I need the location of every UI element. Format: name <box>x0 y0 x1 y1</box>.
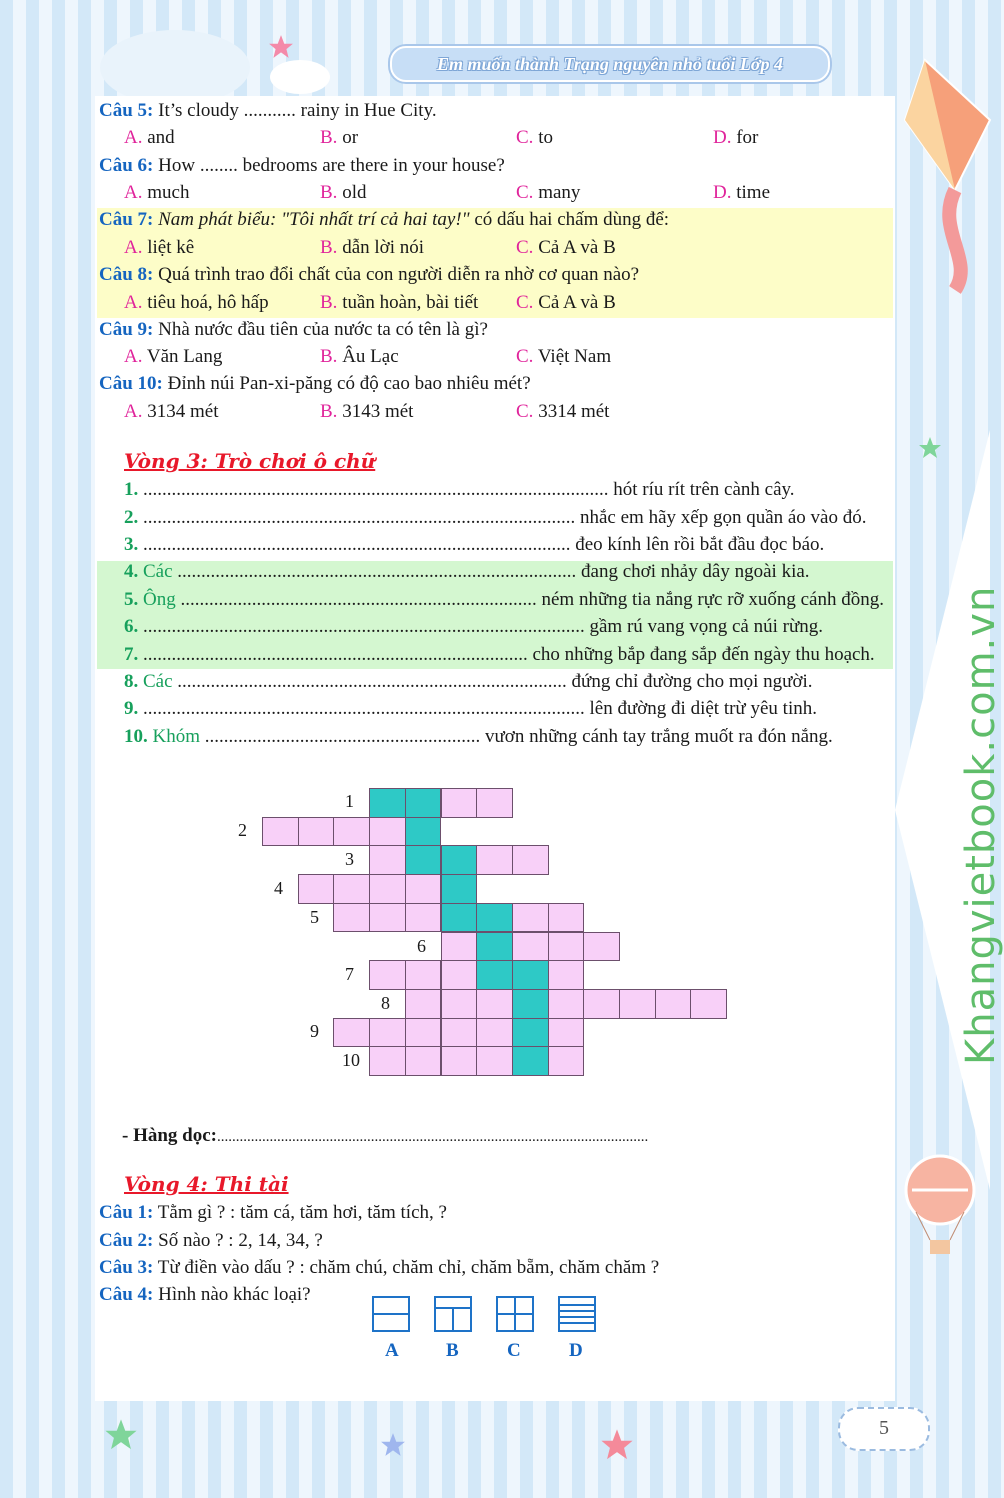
vong3-title: Vòng 3: Trò chơi ô chữ <box>124 449 376 473</box>
vong4-title: Vòng 4: Thi tài <box>124 1172 289 1196</box>
q10-option-a: A. 3134 mét <box>124 401 219 422</box>
q7-option-b: B. dẫn lời nói <box>320 237 425 258</box>
clue-3: 3. .......................................................................................... đeo kính lên rồi bắt đầu đọc báo. <box>124 534 825 555</box>
crossword-cell <box>441 845 478 875</box>
crossword-cell <box>369 903 406 933</box>
question-5: Câu 5: It’s cloudy ........... rainy in Hue City. <box>99 100 437 121</box>
row-number-4: 4 <box>274 878 283 898</box>
crossword-cell <box>619 989 656 1019</box>
star-icon <box>268 34 294 60</box>
crossword-cell <box>405 903 442 933</box>
crossword-cell <box>298 874 335 904</box>
q7-option-a: A. liệt kê <box>124 237 195 258</box>
crossword-cell <box>369 845 406 875</box>
figure-label-d: D <box>569 1340 583 1361</box>
crossword-cell <box>405 845 442 875</box>
crossword-cell <box>298 817 335 847</box>
q7-option-c: C. Cả A và B <box>516 237 616 258</box>
balloon-icon <box>900 1150 980 1270</box>
clue-5: 5. Ông ........................................................................... ném những tia nắng rực rỡ xuống cánh đồng. <box>124 589 884 610</box>
star-icon <box>380 1432 406 1458</box>
crossword-cell <box>441 1046 478 1076</box>
row-number-1: 1 <box>345 791 354 811</box>
crossword-cell <box>476 845 513 875</box>
crossword-cell <box>369 1046 406 1076</box>
figure-d <box>558 1296 596 1332</box>
question-10: Câu 10: Đỉnh núi Pan-xi-păng có độ cao bao nhiêu mét? <box>99 373 531 394</box>
figure-label-b: B <box>446 1340 459 1361</box>
crossword-cell <box>405 874 442 904</box>
q10-option-b: B. 3143 mét <box>320 401 414 422</box>
star-icon <box>104 1418 138 1452</box>
crossword-cell <box>583 932 620 962</box>
clue-2: 2. ........................................................................................... nhắc em hãy xếp gọn quần áo vào đó. <box>124 507 867 528</box>
q8-option-c: C. Cả A và B <box>516 292 616 313</box>
star-icon <box>600 1428 634 1462</box>
crossword-cell <box>441 1018 478 1048</box>
q9-option-c: C. Việt Nam <box>516 346 612 367</box>
q6-option-a: A. much <box>124 182 190 203</box>
crossword-cell <box>405 1046 442 1076</box>
crossword-cell <box>476 1046 513 1076</box>
q5-option-b: B. or <box>320 127 359 148</box>
q8-option-b: B. tuần hoàn, bài tiết <box>320 292 479 313</box>
crossword-cell <box>512 960 549 990</box>
crossword-cell <box>548 1046 585 1076</box>
crossword-cell <box>441 903 478 933</box>
crossword-cell <box>476 960 513 990</box>
kite-icon <box>895 60 990 290</box>
question-9: Câu 9: Nhà nước đầu tiên của nước ta có tên là gì? <box>99 319 488 340</box>
question-6: Câu 6: How ........ bedrooms are there in your house? <box>99 155 505 176</box>
v4-question-1: Câu 1: Tằm gì ? : tăm cá, tăm hơi, tăm tích, ? <box>99 1202 447 1223</box>
crossword-cell <box>690 989 727 1019</box>
crossword-cell <box>405 989 442 1019</box>
header-title-tab <box>390 46 830 82</box>
crossword-cell <box>655 989 692 1019</box>
q9-option-a: A. Văn Lang <box>124 346 223 367</box>
clue-1: 1. .................................................................................................. hót ríu rít trên cành cây. <box>124 479 795 500</box>
crossword-cell <box>333 817 370 847</box>
crossword-cell <box>262 817 299 847</box>
cloud-decoration <box>270 60 330 94</box>
row-number-2: 2 <box>238 820 247 840</box>
crossword-cell <box>369 788 406 818</box>
clue-7: 7. ................................................................................. cho những bắp đang sắp đến ngày thu hoạch. <box>124 644 875 665</box>
page-number: 5 <box>838 1407 930 1451</box>
figure-a <box>372 1296 410 1332</box>
crossword-cell <box>512 845 549 875</box>
row-number-8: 8 <box>381 993 390 1013</box>
crossword-cell <box>548 1018 585 1048</box>
crossword-cell <box>405 960 442 990</box>
crossword-cell <box>405 1018 442 1048</box>
q6-option-d: D. time <box>713 182 771 203</box>
crossword-cell <box>512 903 549 933</box>
crossword-cell <box>512 989 549 1019</box>
hang-doc: - Hàng dọc:................................................................................................................... <box>122 1125 649 1146</box>
figure-label-c: C <box>507 1340 521 1361</box>
v4-question-2: Câu 2: Số nào ? : 2, 14, 34, ? <box>99 1230 323 1251</box>
q6-option-b: B. old <box>320 182 367 203</box>
crossword-cell <box>333 1018 370 1048</box>
crossword-cell <box>441 960 478 990</box>
crossword-cell <box>441 788 478 818</box>
q10-option-c: C. 3314 mét <box>516 401 610 422</box>
clue-8: 8. Các .................................................................................. đứng chỉ đường cho mọi người. <box>124 671 813 692</box>
crossword-cell <box>548 960 585 990</box>
clue-6: 6. ............................................................................................. gầm rú vang vọng cả núi rừng. <box>124 616 823 637</box>
figure-c <box>496 1296 534 1332</box>
crossword-cell <box>441 989 478 1019</box>
crossword-cell <box>405 817 442 847</box>
q5-option-c: C. to <box>516 127 553 148</box>
crossword-cell <box>369 874 406 904</box>
crossword-cell <box>476 932 513 962</box>
watermark-text: Khangvietbook.com.vn <box>958 585 1004 1065</box>
crossword-cell <box>476 788 513 818</box>
row-number-9: 9 <box>310 1021 319 1041</box>
clue-4: 4. Các .................................................................................... đang chơi nhảy dây ngoài kia. <box>124 561 810 582</box>
crossword-cell <box>369 960 406 990</box>
crossword-cell <box>512 932 549 962</box>
crossword-cell <box>583 989 620 1019</box>
v4-question-4: Câu 4: Hình nào khác loại? <box>99 1284 311 1305</box>
question-7: Câu 7: Nam phát biểu: "Tôi nhất trí cả hai tay!" có dấu hai chấm dùng để: <box>99 209 670 230</box>
crossword-cell <box>476 903 513 933</box>
crossword-cell <box>405 788 442 818</box>
figure-label-a: A <box>385 1340 399 1361</box>
crossword-cell <box>512 1018 549 1048</box>
row-number-6: 6 <box>417 936 426 956</box>
q6-option-c: C. many <box>516 182 581 203</box>
q9-option-b: B. Âu Lạc <box>320 346 399 367</box>
clue-9: 9. ............................................................................................. lên đường đi diệt trừ yêu tinh. <box>124 698 817 719</box>
crossword-cell <box>548 989 585 1019</box>
v4-question-3: Câu 3: Từ điền vào dấu ? : chăm chú, chăm chỉ, chăm bẵm, chăm chăm ? <box>99 1257 660 1278</box>
star-icon <box>918 436 942 460</box>
crossword-cell <box>476 989 513 1019</box>
cloud-decoration <box>100 30 250 105</box>
clue-10: 10. Khóm .......................................................... vươn những cánh tay trắng muốt ra đón nắng. <box>124 726 833 747</box>
q8-option-a: A. tiêu hoá, hô hấp <box>124 292 269 313</box>
row-number-10: 10 <box>342 1050 360 1070</box>
crossword-cell <box>369 1018 406 1048</box>
crossword-cell <box>476 1018 513 1048</box>
row-number-7: 7 <box>345 964 354 984</box>
crossword-cell <box>548 932 585 962</box>
row-number-3: 3 <box>345 849 354 869</box>
q5-option-a: A. and <box>124 127 175 148</box>
figure-b <box>434 1296 472 1332</box>
crossword-cell <box>548 903 585 933</box>
crossword-cell <box>441 932 478 962</box>
crossword-cell <box>441 874 478 904</box>
row-number-5: 5 <box>310 907 319 927</box>
crossword-cell <box>369 817 406 847</box>
crossword-cell <box>333 874 370 904</box>
crossword-cell <box>333 903 370 933</box>
header-title: Em muốn thành Trạng nguyên nhỏ tuổi Lớp 4 <box>436 54 784 74</box>
question-8: Câu 8: Quá trình trao đổi chất của con người diễn ra nhờ cơ quan nào? <box>99 264 640 285</box>
q5-option-d: D. for <box>713 127 759 148</box>
crossword-cell <box>512 1046 549 1076</box>
